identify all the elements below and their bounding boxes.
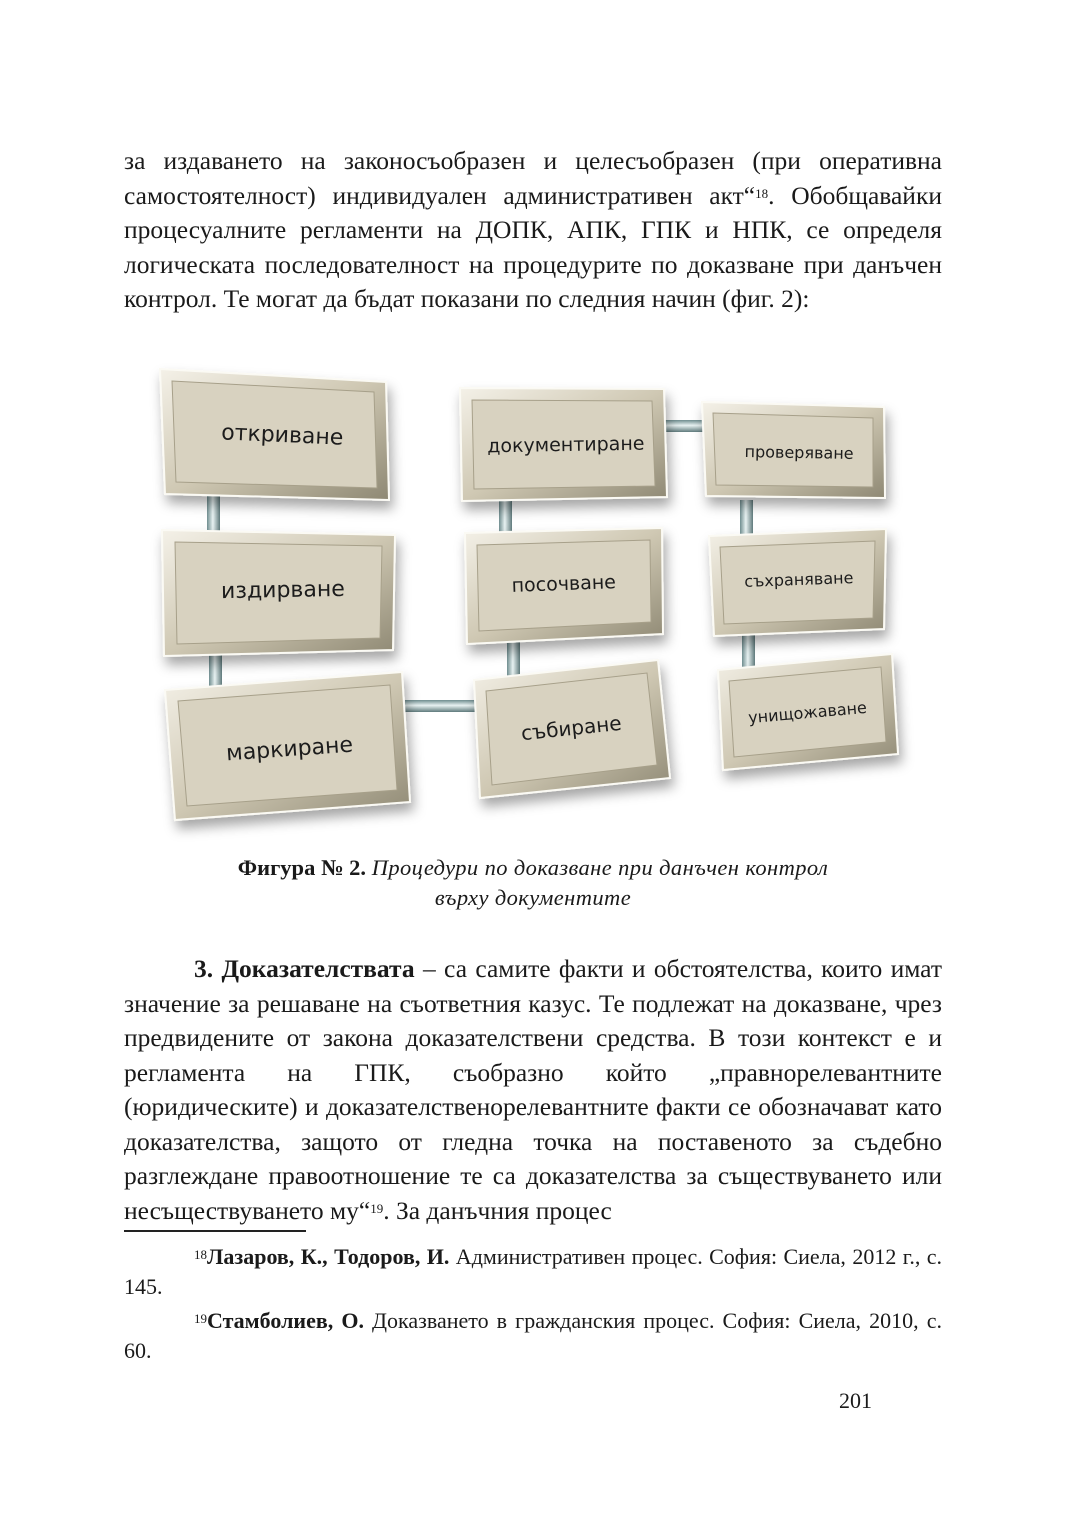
paragraph-1-text-after: . Обобщавайки процесуалните регламенти на ДОПК, АПК, ГПК и НПК, се определя логическата последователност на процедурите по доказване при данъчен контрол. Те могат да бъдат показани по следния начин (фиг. 2):: [124, 180, 942, 313]
paragraph-2: [124, 952, 942, 1228]
figure-caption: [124, 853, 942, 913]
box-label-posochvane: посочване: [511, 571, 617, 597]
paragraph-2-text-after: . За данъчния процес: [383, 1195, 612, 1225]
footnote-ref-19[interactable]: 19: [370, 1200, 384, 1216]
footnote-authors-18: Лазаров, К., Тодоров, И.: [207, 1244, 450, 1269]
box-label-proveryavane: проверяване: [744, 442, 854, 463]
footnote-authors-19: Стамболиев, О.: [207, 1308, 364, 1333]
footnote-text-19: Доказването в гражданския процес. София: Сиела, 2010, с. 60.: [124, 1308, 942, 1363]
box-label-unishtozhavane: унищожаване: [747, 697, 868, 728]
footnote-ref-18[interactable]: 18: [755, 185, 769, 201]
box-izdirvane: [162, 530, 395, 656]
box-markirane: [165, 672, 410, 820]
box-label-sabirane: събиране: [519, 710, 623, 746]
caption-line-2: [124, 883, 942, 913]
box-dokumentirane: [460, 388, 667, 501]
box-label-sahranyavane: съхраняване: [743, 568, 854, 591]
section-heading: 3. Доказателствата: [194, 954, 415, 983]
caption-title-line-2: върху документите: [434, 885, 632, 910]
footnote-number-19: 19: [194, 1311, 207, 1326]
footnote-18: [124, 1242, 942, 1302]
box-unishtozhavane: [718, 654, 898, 770]
box-label-otkrivane: откриване: [220, 420, 344, 451]
footnote-number-18: 18: [194, 1247, 207, 1262]
page-number: 201: [839, 1388, 872, 1413]
caption-label: Фигура № 2.: [237, 855, 367, 880]
footnote-text-18: Административен процес. София: Сиела, 2012 г., с. 145.: [124, 1244, 943, 1299]
paragraph-1-text: за издаването на законосъобразен и целесъобразен (при оперативна самостоятелност) индивидуален административен акт“: [124, 146, 942, 210]
box-proveryavane: [702, 402, 885, 498]
box-label-markirane: маркиране: [225, 732, 354, 767]
box-label-izdirvane: издирване: [220, 576, 346, 605]
paragraph-2-text: – са самите факти и обстоятелства, които имат значение за решаване на съответния казус. Те подлежат на доказване, чрез предвидените от закона доказателствени средства. В този контекст е и регламента на ГПК, съобразно който „правнорелевантните (юридическите) и доказателственорелевантните факти се обозначават като доказателства, защото от гледна точка на поставеното за съдебно разглеждане правоотношение те са доказателства за съществуването или несъществуването му“: [124, 954, 942, 1225]
box-label-dokumentirane: документиране: [487, 432, 645, 458]
connector-sahranyavane-unishtozhavane: [742, 630, 755, 670]
caption-title-line-1: Процедури по доказване при данъчен контрол: [371, 855, 829, 880]
box-sabirane: [474, 660, 670, 798]
box-sahranyavane: [709, 529, 886, 636]
box-posochvane: [465, 528, 663, 644]
caption-line-1: [124, 853, 942, 883]
box-otkrivane: [160, 369, 389, 500]
connector-markirane-sabirane: [405, 700, 479, 712]
footnote-19: [124, 1306, 942, 1366]
footnote-separator: [124, 1230, 306, 1232]
